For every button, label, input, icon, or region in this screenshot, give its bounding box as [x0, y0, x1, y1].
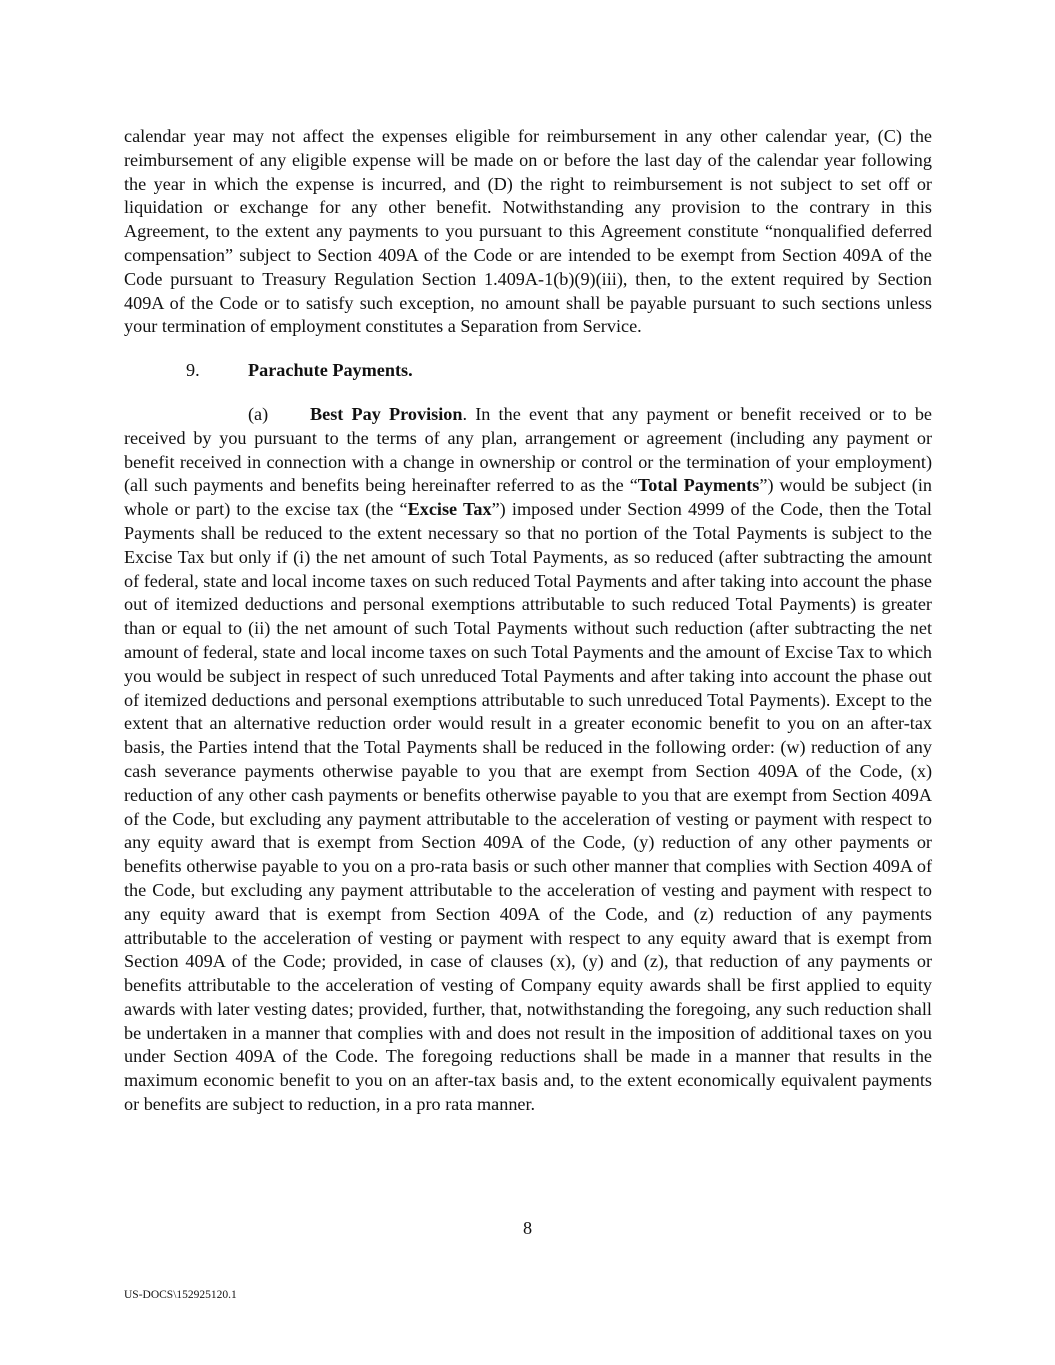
- defined-term-excise-tax: Excise Tax: [407, 499, 492, 520]
- continuation-paragraph: calendar year may not affect the expenses eligible for reimbursement in any other calendar year, (C) the reimbursement of any eligible expense will be made on or before the last day of the calendar year following the year in which the expense is incurred, and (D) the right to reimbursement is not subject to set off or liquidation or exchange for any other benefit. Notwithstanding any provision to the contrary in this Agreement, to the extent any payments to you pursuant to this Agreement constitute “nonqualified deferred compensation” subject to Section 409A of the Code or are intended to be exempt from Section 409A of the Code pursuant to Treasury Regulation Section 1.409A-1(b)(9)(iii), then, to the extent required by Section 409A of the Code or to satisfy such exception, no amount shall be payable pursuant to such sections unless your termination of employment constitutes a Separation from Service.: [124, 126, 932, 337]
- subsection-text-1: . In the event that any payment or benefit received or to be received by you pursuant to the terms of any plan, arrangement or agreement (including any payment or benefit received in connection with a change in ownership or control or the termination of your employment) (all such payments and benefits being hereinafter referred to as the “: [124, 403, 932, 496]
- subsection-title: Best Pay Provision: [310, 403, 463, 424]
- subsection-paragraph: [124, 403, 932, 1117]
- defined-term-total-payments: Total Payments: [637, 475, 760, 496]
- section-heading: [124, 359, 932, 383]
- footer-doc-id: US-DOCS\152925120.1: [124, 1289, 237, 1301]
- document-body: [124, 125, 932, 1117]
- section-number: 9.: [186, 360, 200, 381]
- subsection-letter: (a): [248, 403, 269, 424]
- section-title: Parachute Payments.: [248, 360, 413, 381]
- subsection-text-2: ”) would be subject (in whole or part) to the excise tax (the “: [124, 475, 933, 520]
- page-number: 8: [522, 1218, 533, 1238]
- subsection-text-3: ”) imposed under Section 4999 of the Code, then the Total Payments shall be reduced to the extent necessary so that no portion of the Total Payments is subject to the Excise Tax but only if (i) the net amount of such Total Payments, as so reduced (after subtracting the amount of federal, state and local income taxes on such reduced Total Payments and after taking into account the phase out of itemized deductions and personal exemptions attributable to such reduced Total Payments) is greater than or equal to (ii) the net amount of such Total Payments without such reduction (after subtracting the net amount of federal, state and local income taxes on such Total Payments and the amount of Excise Tax to which you would be subject in respect of such unreduced Total Payments and after taking into account the phase out of itemized deductions and personal exemptions attributable to such unreduced Total Payments). Except to the extent that an alternative reduction order would result in a greater economic benefit to you on an after-tax basis, the Parties intend that the Total Payments shall be reduced in the following order: (w) reduction of any cash severance payments otherwise payable to you that are exempt from Section 409A of the Code, (x) reduction of any other cash payments or benefits otherwise payable to you that are exempt from Section 409A of the Code, but excluding any payment attributable to the acceleration of vesting or payment with respect to any equity award that is exempt from Section 409A of the Code, (y) reduction of any other payments or benefits otherwise payable to you on a pro-rata basis or such other manner that complies with Section 409A of the Code, but excluding any payment attributable to the acceleration of vesting and payment with respect to any equity award that is exempt from Section 409A of the Code, and (z) reduction of any payments attributable to the acceleration of vesting or payment with respect to any equity award that is exempt from Section 409A of the Code; provided, in case of clauses (x), (y) and (z), that reduction of any payments or benefits attributable to the acceleration of vesting of Company equity awards shall be first applied to equity awards with later vesting dates; provided, further, that, notwithstanding the foregoing, any such reduction shall be undertaken in a manner that complies with and does not result in the imposition of additional taxes on you under Section 409A of the Code. The foregoing reductions shall be made in a manner that results in the maximum economic benefit to you on an after-tax basis and, to the extent economically equivalent payments or benefits are subject to reduction, in a pro rata manner.: [124, 499, 932, 1115]
